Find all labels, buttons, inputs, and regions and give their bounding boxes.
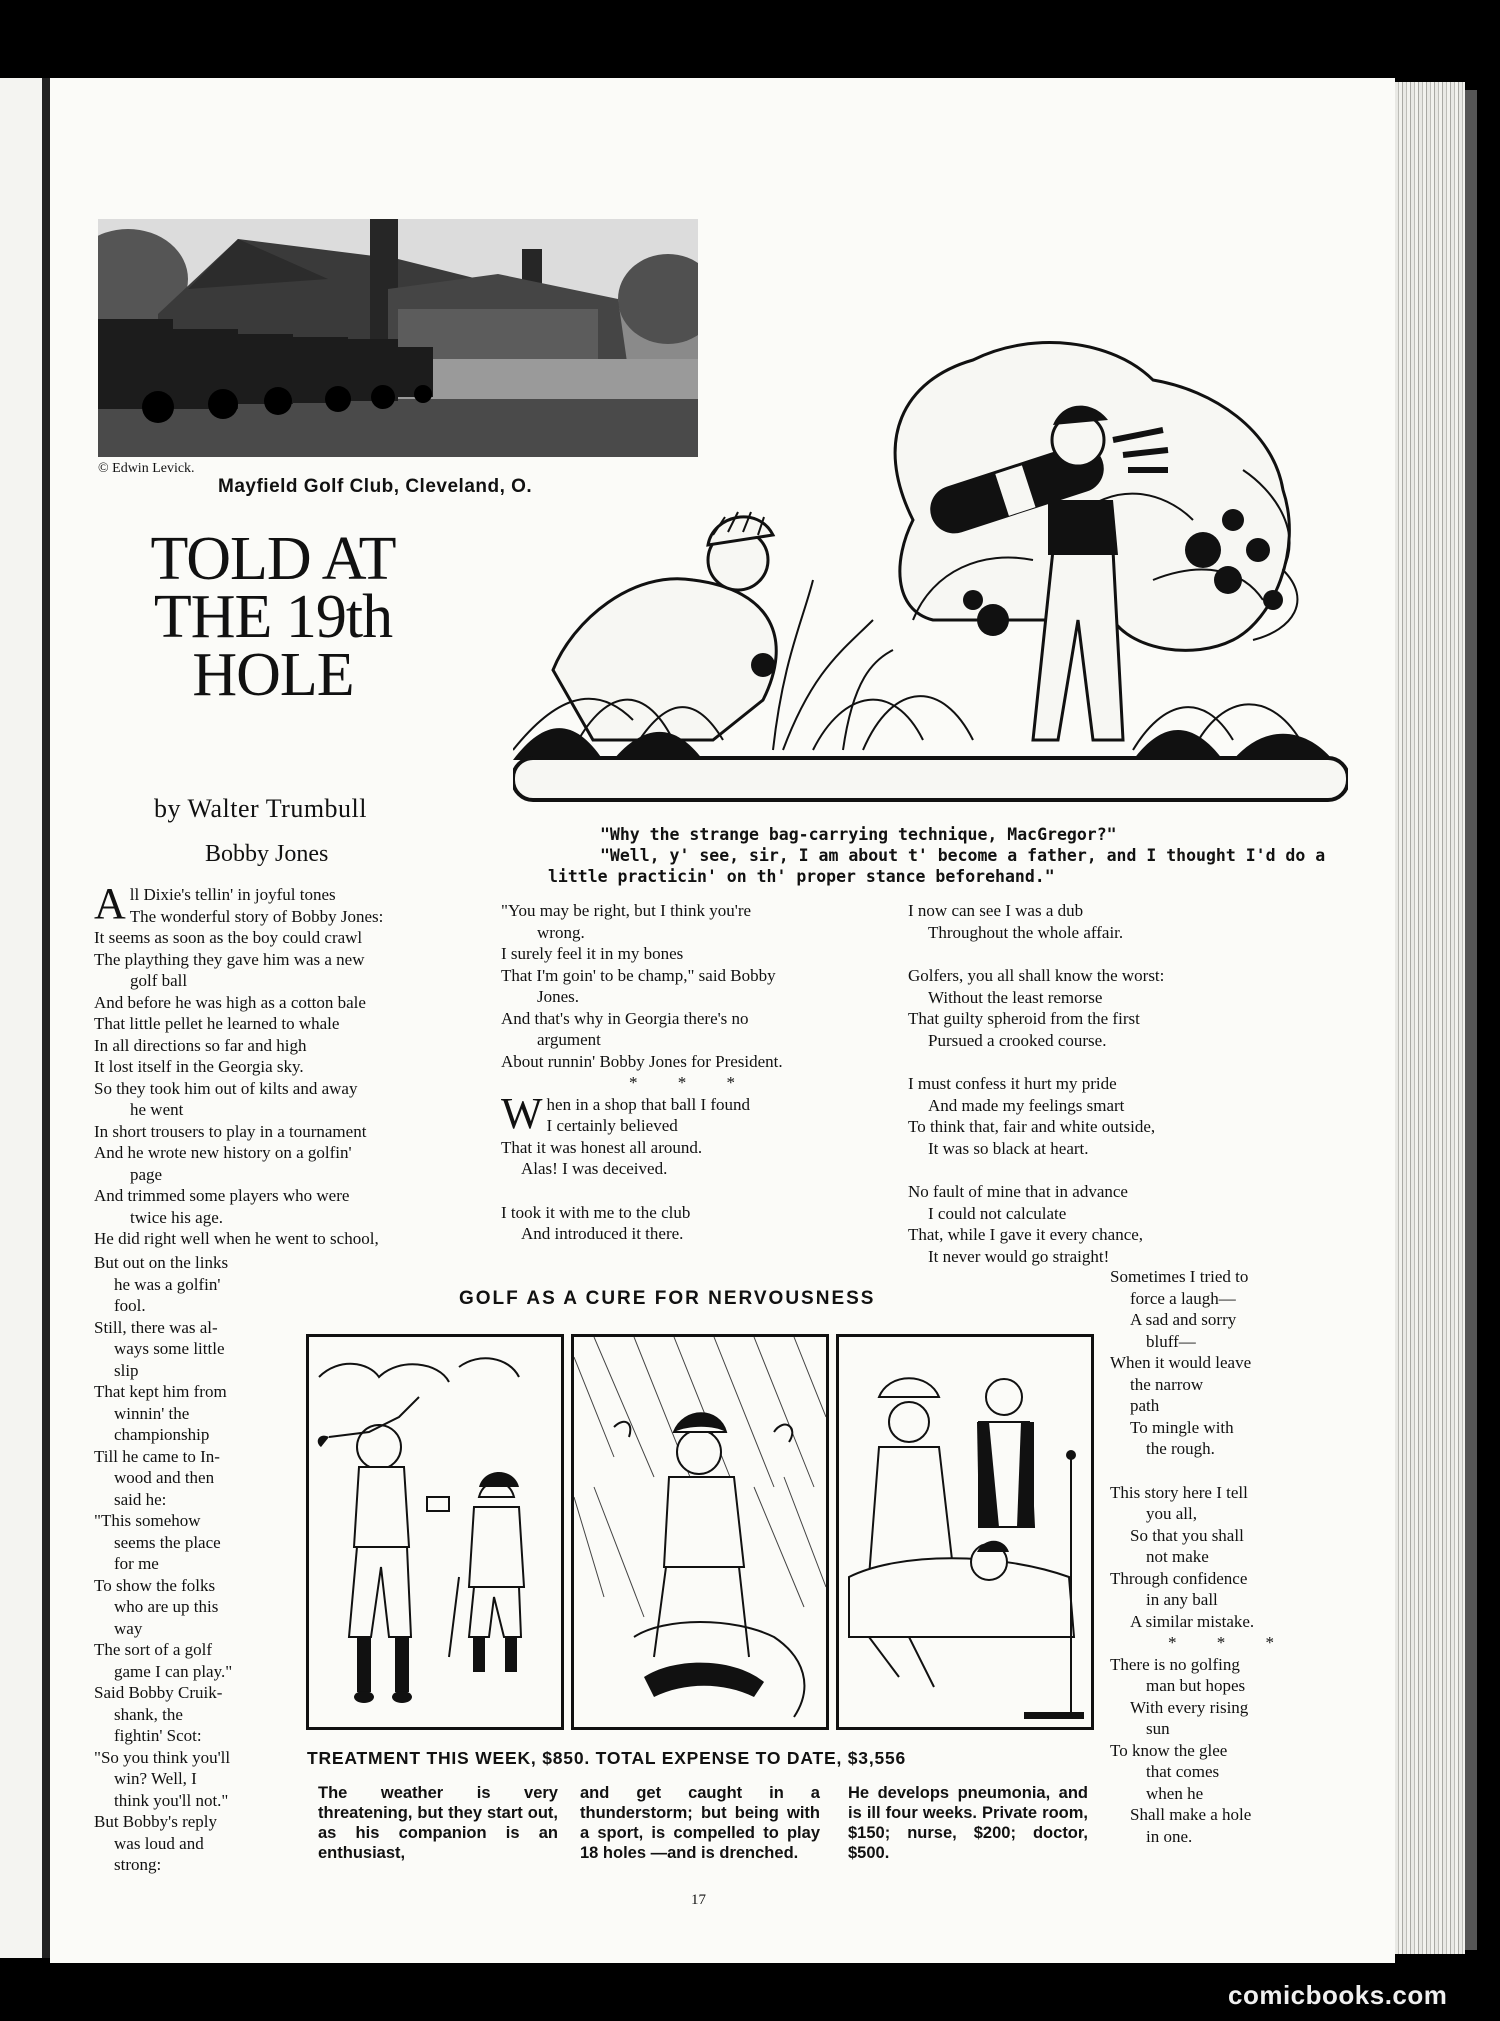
section-divider-stars: * * * xyxy=(629,1073,753,1092)
poem-line: for me xyxy=(114,1554,159,1573)
poem-line: I certainly believed xyxy=(546,1116,678,1135)
photo-caption: Mayfield Golf Club, Cleveland, O. xyxy=(218,476,533,497)
poem-line: I could not calculate xyxy=(928,1203,1067,1223)
poem-line: I surely feel it in my bones xyxy=(501,944,684,963)
poem-line: It never would go straight! xyxy=(928,1246,1110,1266)
poem-line: About runnin' Bobby Jones for President. xyxy=(501,1051,783,1071)
poem-line: page xyxy=(130,1164,163,1184)
strip-heading: GOLF AS A CURE FOR NERVOUSNESS xyxy=(459,1288,876,1309)
poem-line: in any ball xyxy=(1146,1590,1218,1609)
poem-line: That, while I gave it every chance, xyxy=(908,1225,1144,1244)
title-line: THE 19th xyxy=(153,583,393,651)
book-page-stack xyxy=(1395,82,1465,1954)
poem-line: And made my feelings smart xyxy=(928,1095,1125,1115)
book-cover-edge xyxy=(1465,90,1477,1950)
poem-line: So that you shall xyxy=(1130,1525,1244,1545)
drop-cap: A xyxy=(94,879,126,928)
poem-line: In all directions so far and high xyxy=(94,1035,307,1055)
poem-line: argument xyxy=(537,1030,601,1049)
strip-panel-thunderstorm xyxy=(571,1334,829,1730)
poem-line: "You may be right, but I think you're xyxy=(501,901,752,920)
poem-line: "This somehow xyxy=(94,1511,201,1530)
magazine-page xyxy=(50,78,1395,1963)
poem-line: That it was honest all around. xyxy=(501,1137,703,1157)
poem-line: The plaything they gave him was a new xyxy=(94,949,365,969)
poem-line: Said Bobby Cruik- xyxy=(94,1683,223,1702)
poem-line: the rough. xyxy=(1146,1439,1215,1458)
poem-line: To mingle with xyxy=(1130,1417,1234,1437)
poem-line: Throughout the whole affair. xyxy=(928,922,1124,942)
treatment-cost-line: TREATMENT THIS WEEK, $850. TOTAL EXPENSE TO DATE, $3,556 xyxy=(307,1748,907,1768)
poem-line: sun xyxy=(1146,1719,1170,1738)
poem-line: This story here I tell xyxy=(1110,1482,1248,1502)
poem-line: It was so black at heart. xyxy=(928,1138,1089,1158)
poem-line: man but hopes xyxy=(1146,1676,1246,1695)
poem-line: path xyxy=(1130,1396,1160,1415)
poem-line: That kept him from xyxy=(94,1382,227,1401)
poem-line: It lost itself in the Georgia sky. xyxy=(94,1057,304,1076)
poem-line: I took it with me to the club xyxy=(501,1202,691,1222)
drop-cap: W xyxy=(501,1088,543,1138)
poem-subtitle: Bobby Jones xyxy=(205,841,329,867)
caption-question: "Why the strange bag-carrying technique, MacGregor?" xyxy=(600,825,1117,844)
poem-line: he went xyxy=(130,1100,184,1119)
poem-line: A sad and sorry xyxy=(1130,1310,1237,1329)
poem-line: twice his age. xyxy=(130,1207,223,1227)
poem-line: way xyxy=(114,1618,143,1638)
poem-line: And he wrote new history on a golfin' xyxy=(94,1143,352,1162)
poem-line: that comes xyxy=(1146,1762,1220,1781)
panel-description-2: and get caught in a thunderstorm; but being with a sport, is compelled to play 18 holes —and is drenched. xyxy=(580,1784,820,1862)
poem-line: When in a shop that ball I found xyxy=(501,1088,751,1138)
poem-line: So they took him out of kilts and away xyxy=(94,1078,358,1098)
poem-line: "So you think you'll xyxy=(94,1747,231,1767)
poem-line: Sometimes I tried to xyxy=(1110,1267,1249,1286)
title-line: TOLD AT xyxy=(150,525,396,593)
poem-line: Shall make a hole xyxy=(1130,1805,1252,1824)
poem-line: not make xyxy=(1146,1547,1209,1566)
poem-line: seems the place xyxy=(114,1532,221,1552)
poem-line: That I'm goin' to be champ," said Bobby xyxy=(501,965,776,985)
cartoon-caption xyxy=(548,824,1348,887)
poem-line: win? Well, I xyxy=(114,1769,197,1788)
poem-line: No fault of mine that in advance xyxy=(908,1182,1128,1201)
poem-line: who are up this xyxy=(114,1597,219,1616)
poem-line: Golfers, you all shall know the worst: xyxy=(908,966,1165,985)
strip-panel-golfers xyxy=(306,1334,564,1730)
poem-line: golf ball xyxy=(130,971,188,990)
article-title xyxy=(148,525,398,709)
poem-column-1-narrow xyxy=(94,1252,296,1876)
poem-line: In short trousers to play in a tournament xyxy=(94,1121,367,1141)
byline: by Walter Trumbull xyxy=(154,794,368,823)
poem-column-4 xyxy=(1110,1266,1350,1847)
golf-cartoon-illustration xyxy=(513,320,1348,815)
previous-page-edge xyxy=(0,78,42,1958)
poem-line: Without the least remorse xyxy=(928,987,1103,1007)
poem-line: strong: xyxy=(114,1855,162,1874)
strip-panel-sickbed xyxy=(836,1334,1094,1730)
poem-line: The wonderful story of Bobby Jones: xyxy=(129,906,384,926)
poem-line: There is no golfing xyxy=(1110,1654,1240,1674)
poem-line: slip xyxy=(114,1360,139,1380)
poem-line: in one. xyxy=(1146,1826,1193,1846)
poem-line: you all, xyxy=(1146,1504,1197,1523)
poem-line: He did right well when he went to school, xyxy=(94,1229,379,1248)
poem-line: shank, the xyxy=(114,1704,183,1724)
poem-line: wood and then xyxy=(114,1468,215,1487)
poem-line: I now can see I was a dub xyxy=(908,901,1084,920)
poem-line: said he: xyxy=(114,1489,167,1509)
poem-line: And trimmed some players who were xyxy=(94,1186,350,1205)
page-gutter xyxy=(42,78,50,1958)
poem-line: And before he was high as a cotton bale xyxy=(94,992,366,1012)
poem-line: And that's why in Georgia there's no xyxy=(501,1008,749,1028)
poem-line: All Dixie's tellin' in joyful tones xyxy=(94,879,336,928)
poem-line: Alas! I was deceived. xyxy=(521,1159,668,1178)
poem-line: A similar mistake. xyxy=(1130,1611,1255,1631)
poem-line: That guilty spheroid from the first xyxy=(908,1009,1140,1028)
poem-line: To think that, fair and white outside, xyxy=(908,1117,1156,1136)
poem-line: he was a golfin' xyxy=(114,1274,221,1294)
poem-line: wrong. xyxy=(537,922,585,942)
poem-line: Still, there was al- xyxy=(94,1317,218,1337)
poem-column-3 xyxy=(908,900,1348,1267)
poem-line: But out on the links xyxy=(94,1253,229,1272)
poem-line: think you'll not." xyxy=(114,1790,229,1810)
poem-line: That little pellet he learned to whale xyxy=(94,1014,340,1033)
poem-line: was loud and xyxy=(114,1833,204,1853)
poem-line: To know the glee xyxy=(1110,1740,1228,1760)
poem-line: force a laugh— xyxy=(1130,1288,1236,1308)
poem-line: bluff— xyxy=(1146,1331,1196,1351)
poem-line: game I can play." xyxy=(114,1661,233,1681)
poem-line: when he xyxy=(1146,1783,1204,1803)
poem-line: winnin' the xyxy=(114,1403,190,1423)
poem-line: When it would leave xyxy=(1110,1353,1252,1372)
page-number: 17 xyxy=(691,1892,706,1908)
poem-line: Jones. xyxy=(537,987,580,1006)
panel-description-1: The weather is very threatening, but they start out, as his companion is an enthusiast, xyxy=(318,1784,558,1862)
poem-line: It seems as soon as the boy could crawl xyxy=(94,928,363,947)
poem-column-1 xyxy=(94,879,476,1250)
poem-line: ways some little xyxy=(114,1339,225,1358)
poem-line: But Bobby's reply xyxy=(94,1812,218,1831)
poem-line: fightin' Scot: xyxy=(114,1726,202,1745)
poem-line: championship xyxy=(114,1425,210,1444)
poem-line: To show the folks xyxy=(94,1575,216,1595)
section-divider-stars: * * * xyxy=(1168,1633,1292,1652)
poem-line: Pursued a crooked course. xyxy=(928,1030,1107,1050)
photo-credit: © Edwin Levick. xyxy=(98,461,195,476)
watermark-logo: comicbooks.com xyxy=(1228,1980,1448,2010)
poem-line: fool. xyxy=(114,1296,146,1315)
poem-line: Through confidence xyxy=(1110,1568,1248,1588)
poem-line: Till he came to In- xyxy=(94,1446,220,1466)
poem-line: The sort of a golf xyxy=(94,1640,213,1659)
poem-line: I must confess it hurt my pride xyxy=(908,1074,1117,1093)
poem-column-2 xyxy=(501,900,881,1245)
panel-description-3: He develops pneumonia, and is ill four weeks. Private room, $150; nurse, $200; doctor, $500. xyxy=(848,1784,1088,1862)
title-line: HOLE xyxy=(192,641,354,709)
poem-line: And introduced it there. xyxy=(521,1224,684,1243)
poem-line: the narrow xyxy=(1130,1374,1204,1394)
caption-answer: "Well, y' see, sir, I am about t' become a father, and I thought I'd do a little practicin' on th' proper stance beforehand." xyxy=(548,846,1326,886)
poem-line: With every rising xyxy=(1130,1697,1249,1717)
